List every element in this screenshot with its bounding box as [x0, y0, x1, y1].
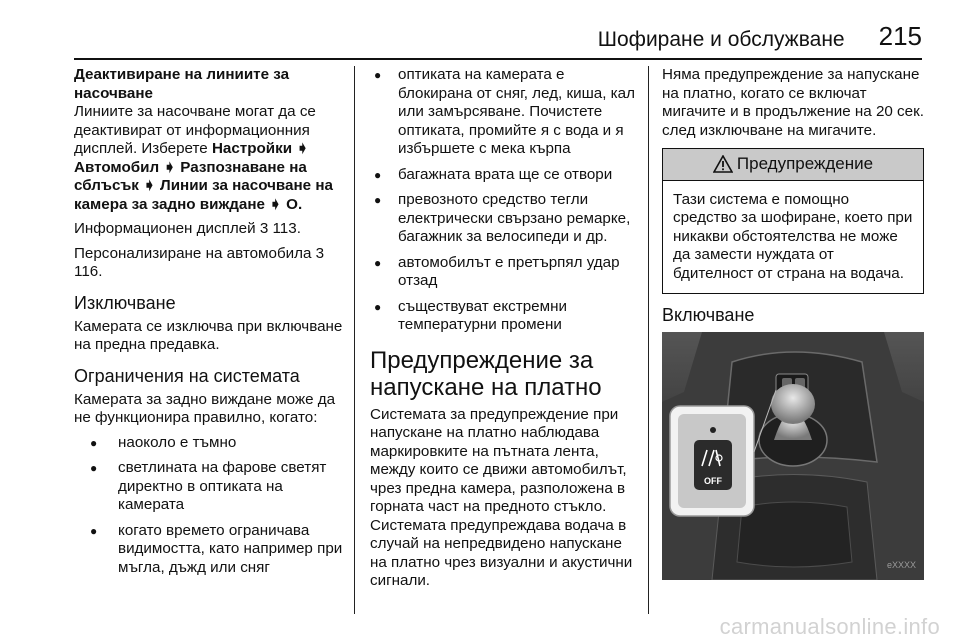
- watermark: carmanualsonline.info: [719, 614, 940, 639]
- running-header-title: Шофиране и обслужване: [597, 28, 845, 51]
- list-item: ● багажната врата ще се отвори: [370, 166, 636, 185]
- heading-off: Изключване: [74, 292, 176, 313]
- heading-lane-departure: Предупреждение за напускане на платно: [370, 346, 602, 401]
- console-photo: [662, 332, 924, 580]
- list-item: ● превозното средство тегли електрически свързано ремарке, багажник за велосипеди и др.: [370, 191, 636, 247]
- no-warning-text: Няма предупреждение за напускане на платно, когато се включат мигачите и в продължение на 20 сек. след изключване на мигачите.: [662, 66, 924, 139]
- page-number: 215: [878, 21, 922, 51]
- list-item: ● наоколо е тъмно: [74, 434, 346, 453]
- end-symbol: O.: [286, 195, 303, 213]
- column-middle: [370, 66, 636, 597]
- warning-text: Тази система е помощно средство за шофиране, което при никакви обстоятелства не може да замести нуждата от бдителност от страна на водача.: [673, 190, 913, 282]
- list-item: ● оптиката на камерата е блокирана от сняг, лед, киша, кал или замърсяване. Почистете оптиката, промийте я с вода и я избършете с мека кърпа: [370, 66, 636, 159]
- list-item: ● когато времето ограничава видимостта, като например при мъгла, дъжд или сняг: [74, 522, 346, 578]
- reference-personalization: Персонализиране на автомобила 3 116.: [74, 244, 325, 280]
- reference-info-display: Информационен дисплей 3 113.: [74, 220, 301, 237]
- intro-text: Линиите за насочване могат да се деактивират от информационния дисплей. Изберете: [74, 103, 316, 157]
- heading-on: Включване: [662, 305, 755, 325]
- limitations-list-continued: [370, 66, 636, 335]
- center-console-illustration: [662, 332, 924, 580]
- column-left: [74, 66, 346, 584]
- off-text: Камерата се изключва при включване на предна предавка.: [74, 317, 343, 353]
- menu-path: Настройки ➧ Автомобил ➧ Разпознаване на сблъсък ➧ Линии за насочване на камера за задно виждане ➧: [74, 140, 333, 213]
- limitations-list: [74, 434, 346, 578]
- column-divider: [648, 66, 649, 614]
- list-item: ● светлината на фарове светят директно в оптиката на камерата: [74, 459, 346, 515]
- off-button-label: OFF: [704, 476, 722, 486]
- list-item: ● съществуват екстремни температурни промени: [370, 298, 636, 335]
- image-id: eXXXX: [886, 559, 916, 570]
- column-right: [662, 66, 924, 580]
- warning-box: [662, 148, 924, 294]
- lane-departure-text: Системата за предупреждение при напускане на платно наблюдава маркировките на пътната лента, между които се движи автомобилът, чрез предна камера, разположена в горната част на предното стъкло. Системата предупреждава водача в случай на непредвидено напускане на платно чрез визуални и акустични сигнали.: [370, 405, 633, 589]
- warning-header: [663, 149, 923, 181]
- warning-title: Предупреждение: [736, 154, 874, 173]
- section-subtitle: Деактивиране на линиите за насочване: [74, 66, 290, 102]
- page-header: [74, 22, 922, 60]
- list-item: ● автомобилът е претърпял удар отзад: [370, 254, 636, 291]
- column-divider: [354, 66, 355, 614]
- limitations-text: Камерата за задно виждане може да не функционира правилно, когато:: [74, 390, 336, 426]
- heading-limitations: Ограничения на системата: [74, 365, 300, 386]
- warning-triangle-icon: [713, 155, 733, 173]
